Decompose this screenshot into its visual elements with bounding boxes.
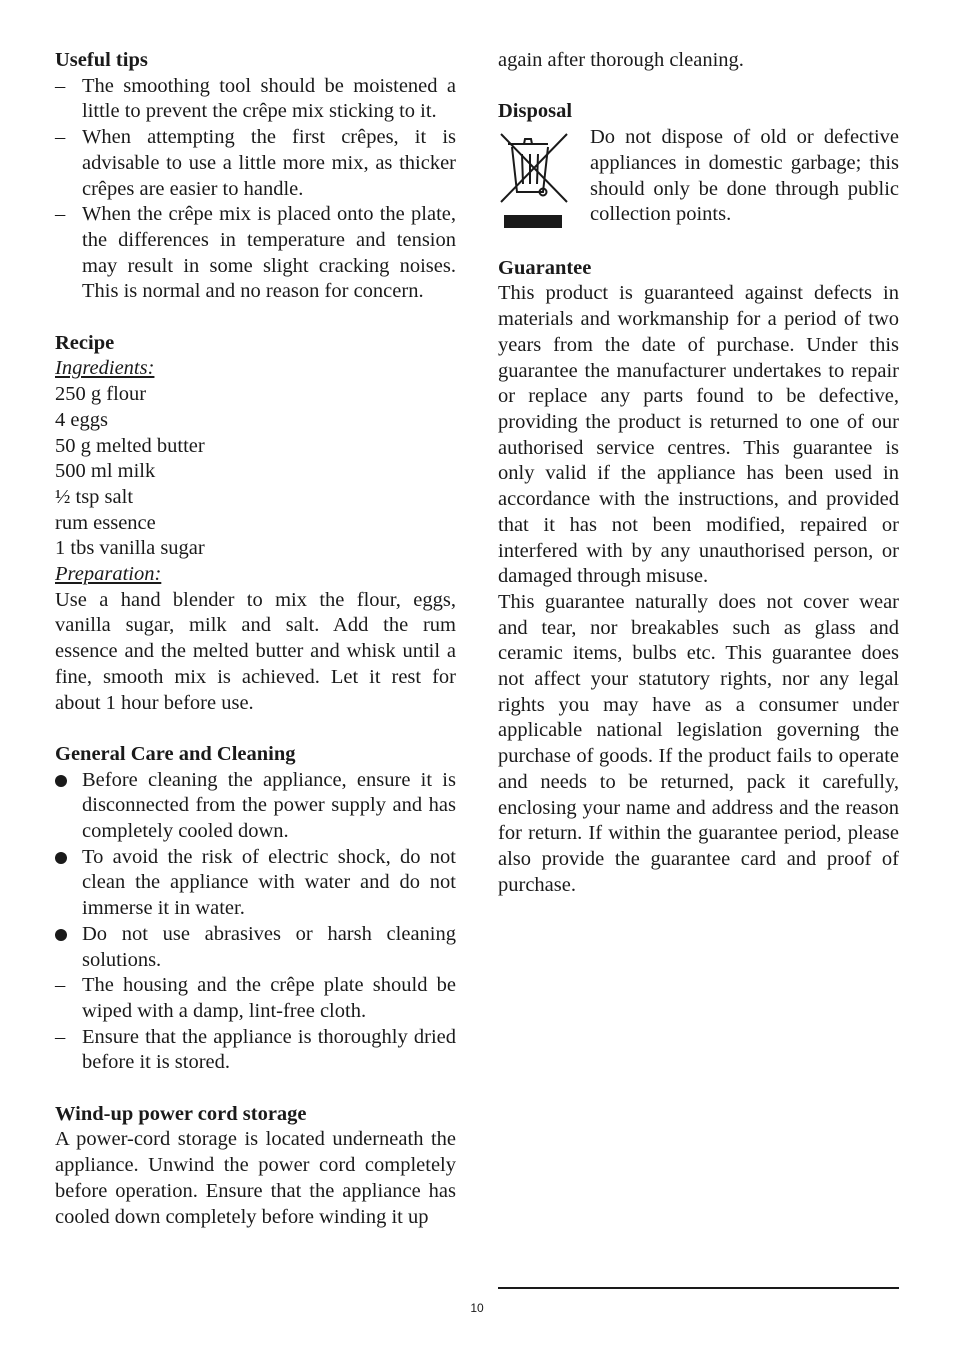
cord-heading: Wind-up power cord storage [55, 1102, 307, 1125]
disposal-heading: Disposal [498, 100, 573, 123]
footer-rule [498, 1287, 899, 1289]
useful-tips-heading: Useful tips [55, 49, 148, 71]
care-list [55, 768, 456, 1076]
left-column [55, 48, 456, 1230]
dash-marker: – [55, 1025, 66, 1048]
guarantee-paragraph: This guarantee naturally does not cover wear and tear, nor breakables such as glass and ceramic items, bulbs etc. This guarantee does not affect your statutory rights, nor any legal rights you may have as a consumer under applicable national legislation governing the purchase of goods. If the product fails to operate and needs to be returned, pack it carefully, enclosing your name and address and the reason for return. If within the guarantee period, please also provide the guarantee card and proof of purchase. [498, 590, 899, 896]
list-item: To avoid the risk of electric shock, do not clean the appliance with water and do not immerse it in water. [55, 845, 456, 922]
guarantee-paragraph: This product is guaranteed against defects in materials and workmanship for a period of two years from the date of purchase. Under this guarantee the manufacturer undertakes to repair or replace any parts found to be defective, providing the product is returned to one of our authorised service centres. This guarantee is only valid if the appliance has been used in accordance with the instructions, and provided that it has not been modified, repaired or interfered with by any unauthorised person, or damaged through misuse. [498, 282, 899, 588]
dash-marker: – [55, 974, 66, 997]
right-column [498, 48, 899, 898]
guarantee-heading: Guarantee [498, 256, 592, 279]
ingredient: 4 eggs [55, 408, 108, 431]
cord-text-continued: again after thorough cleaning. [498, 49, 744, 71]
list-item: – The smoothing tool should be moistened a little to prevent the crêpe mix sticking to it. [55, 74, 456, 123]
useful-tips-list [55, 74, 456, 305]
page-number: 10 [470, 1301, 484, 1315]
disposal-text: Do not dispose of old or defective appliances in domestic garbage; this should only be done through public collection points. [590, 126, 899, 226]
ingredient: 500 ml milk [55, 460, 156, 483]
recipe-heading: Recipe [55, 331, 115, 354]
dash-marker: – [55, 74, 66, 97]
bullet-marker [55, 775, 67, 787]
dash-marker: – [55, 126, 66, 149]
disposal-block [498, 125, 899, 230]
ingredient: 1 tbs vanilla sugar [55, 537, 205, 560]
list-item: Before cleaning the appliance, ensure it is disconnected from the power supply and has completely cooled down. [55, 768, 456, 845]
bullet-marker [55, 929, 67, 941]
ingredient: 50 g melted butter [55, 434, 205, 457]
list-item: Do not use abrasives or harsh cleaning solutions. [55, 922, 456, 973]
ingredients-label: Ingredients: [55, 357, 155, 380]
cord-text: A power-cord storage is located underneath the appliance. Unwind the power cord completely before operation. Ensure that the appliance has cooled down completely before winding it up [55, 1128, 456, 1228]
list-item: – Ensure that the appliance is thoroughly dried before it is stored. [55, 1025, 456, 1074]
ingredient: rum essence [55, 511, 156, 534]
ingredient: ½ tsp salt [55, 485, 134, 508]
care-heading: General Care and Cleaning [55, 742, 296, 765]
list-item: – When the crêpe mix is placed onto the plate, the differences in temperature and tension may result in some slight cracking noises. This is normal and no reason for concern. [55, 203, 456, 303]
ingredients-list [55, 382, 456, 562]
list-item: – The housing and the crêpe plate should be wiped with a damp, lint-free cloth. [55, 974, 456, 1022]
bullet-marker [55, 852, 67, 864]
ingredient: 250 g flour [55, 383, 147, 406]
list-item: – When attempting the first crêpes, it is advisable to use a little more mix, as thicker crêpes are easier to handle. [55, 126, 456, 200]
preparation-text: Use a hand blender to mix the flour, eggs, vanilla sugar, milk and salt. Add the rum essence and the melted butter and whisk until a fine, smooth mix is achieved. Let it rest for about 1 hour before use. [55, 588, 456, 714]
preparation-label: Preparation: [55, 563, 162, 586]
dash-marker: – [55, 203, 66, 226]
crossed-out-wheelie-bin-icon [498, 128, 570, 230]
